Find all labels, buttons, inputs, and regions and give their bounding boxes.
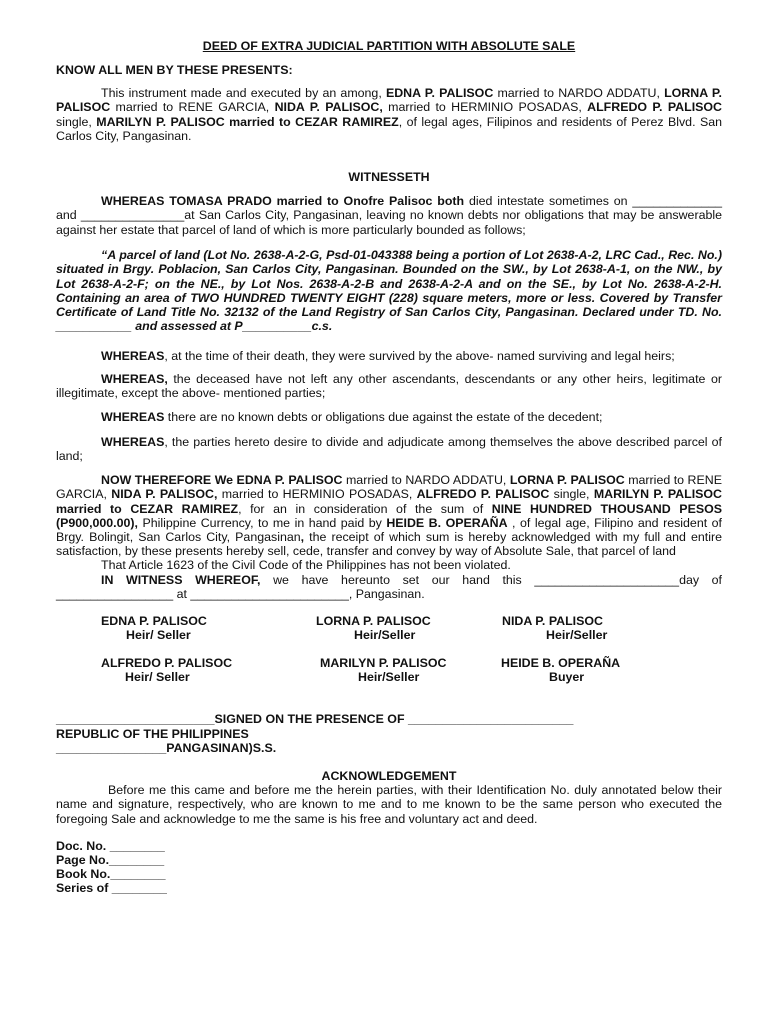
signatory-name: NIDA P. PALISOC [502, 614, 603, 628]
parcel-description: “A parcel of land (Lot No. 2638-A-2-G, Psd-01-043388 being a portion of Lot 2638-A-2, LRC Cad., Rec. No.) situated in Brgy. Poblacion, San Carlos City, Pangasinan. Bounded on the SW., by Lot 2638-A-1, on the NW., by Lot 2638-A-2-F; on the NE., by Lot Nos. 2638-A-2-B and 2638-A-2-A and on the SE., by Lot No. 2638-A-2-H. Containing an area of TWO HUNDRED TWENTY EIGHT (228) square meters, more or less. Covered by Transfer Certificate of Land Title No. 32132 of the Land Registry of San Carlos City, Pangasinan. Declared under TD. No. ___________ and assessed at P__________c.s. [56, 248, 722, 334]
whereas-paragraph-5: WHEREAS, the parties hereto desire to divide and adjudicate among themselves the above described parcel of land; [56, 435, 722, 464]
in-witness-paragraph: IN WITNESS WHEREOF, we have hereunto set our hand this _____________________day of _________________ at _______________________, Pangasinan. [56, 573, 722, 602]
whereas-paragraph-4: WHEREAS there are no known debts or obligations due against the estate of the decedent; [101, 410, 603, 424]
acknowledgement-heading: ACKNOWLEDGEMENT [321, 769, 457, 783]
signatory-name: MARILYN P. PALISOC [320, 656, 447, 670]
signatory-role: Heir/ Seller [126, 628, 191, 642]
signatory-role: Heir/ Seller [125, 670, 190, 684]
page-no-line: Page No.________ [56, 853, 165, 867]
signatory-name: HEIDE B. OPERAÑA [501, 656, 621, 670]
venue-line: ________________PANGASINAN)S.S. [56, 741, 277, 755]
document-title: DEED OF EXTRA JUDICIAL PARTITION WITH ABSOLUTE SALE [202, 39, 576, 53]
republic-line: REPUBLIC OF THE PHILIPPINES [56, 727, 249, 741]
opening-line: KNOW ALL MEN BY THESE PRESENTS: [56, 63, 293, 77]
signatory-role: Heir/Seller [546, 628, 608, 642]
series-line: Series of ________ [56, 881, 167, 895]
signed-presence-line: _______________________SIGNED ON THE PRESENCE OF ________________________ [56, 712, 574, 726]
now-therefore-paragraph: NOW THEREFORE We EDNA P. PALISOC married to NARDO ADDATU, LORNA P. PALISOC married to RENE GARCIA, NIDA P. PALISOC, married to HERMINIO POSADAS, ALFREDO P. PALISOC single, MARILYN P. PALISOC married to CEZAR RAMIREZ, for an in consideration of the sum of NINE HUNDRED THOUSAND PESOS (P900,000.00), Philippine Currency, to me in hand paid by HEIDE B. OPERAÑA , of legal age, Filipino and resident of Brgy. Bolingit, San Carlos City, Pangasinan, the receipt of which sum is hereby acknowledged with my full and entire satisfaction, by these presents hereby sell, cede, transfer and convey by way of Absolute Sale, that parcel of land [56, 473, 722, 559]
intro-paragraph: This instrument made and executed by an among, EDNA P. PALISOC married to NARDO ADDATU, LORNA P. PALISOC married to RENE GARCIA, NIDA P. PALISOC, married to HERMINIO POSADAS, ALFREDO P. PALISOC single, MARILYN P. PALISOC married to CEZAR RAMIREZ, of legal ages, Filipinos and residents of Perez Blvd. San Carlos City, Pangasinan. [56, 86, 723, 143]
signatory-name: ALFREDO P. PALISOC [101, 656, 233, 670]
doc-no-line: Doc. No. ________ [56, 839, 165, 853]
book-no-line: Book No.________ [56, 867, 166, 881]
whereas-paragraph-2: WHEREAS, at the time of their death, they were survived by the above- named surviving and legal heirs; [101, 349, 675, 363]
signatory-name: EDNA P. PALISOC [101, 614, 207, 628]
article-1623-statement: That Article 1623 of the Civil Code of the Philippines has not been violated. [101, 558, 511, 572]
whereas-paragraph-1: WHEREAS TOMASA PRADO married to Onofre Palisoc both died intestate sometimes on _____________ and _______________at San Carlos City, Pangasinan, leaving no known debts nor obligations that may be answerable against her estate that parcel of land of which is more particularly bounded as follows; [56, 194, 723, 237]
signatory-role: Heir/Seller [358, 670, 420, 684]
acknowledgement-paragraph: Before me this came and before me the herein parties, with their Identification No. duly annotated below their name and signature, respectively, who are known to me and to me known to be the same person who executed the foregoing Sale and acknowledge to me the same is his free and voluntary act and deed. [56, 783, 722, 826]
signatory-role: Buyer [549, 670, 585, 684]
signatory-role: Heir/Seller [354, 628, 416, 642]
witnesseth-heading: WITNESSETH [348, 170, 430, 184]
whereas-paragraph-3: WHEREAS, the deceased have not left any other ascendants, descendants or any other heirs, legitimate or illegitimate, except the above- mentioned parties; [56, 372, 722, 401]
signatory-name: LORNA P. PALISOC [316, 614, 431, 628]
